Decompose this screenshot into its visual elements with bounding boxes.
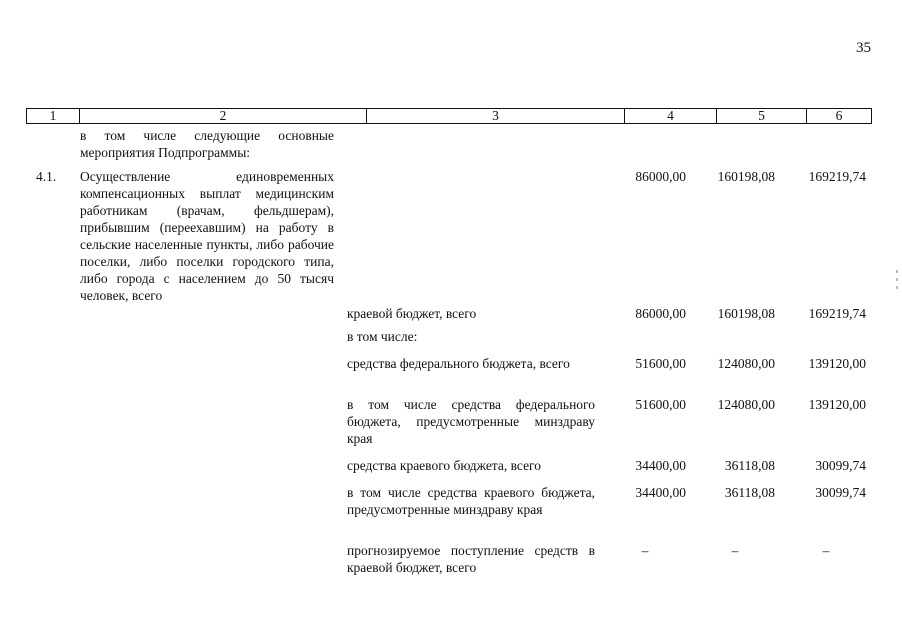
row-value-6: 139120,00 bbox=[808, 356, 866, 371]
row-value-5: 124080,00 bbox=[717, 356, 775, 371]
row-label: средства федерального бюджета, всего bbox=[347, 356, 570, 371]
table-header bbox=[26, 108, 872, 124]
row-value-6: 139120,00 bbox=[808, 397, 866, 412]
row-value-4: 51600,00 bbox=[635, 397, 686, 412]
row-label: краевой бюджет, всего bbox=[347, 306, 477, 321]
row-value-4: – bbox=[641, 543, 649, 558]
scan-mark bbox=[896, 270, 898, 273]
row-value-4: 34400,00 bbox=[635, 458, 686, 473]
row-label: в том числе средства краевого бюджета, предусмотренные минздраву края bbox=[347, 485, 595, 517]
row-label: средства краевого бюджета, всего bbox=[347, 458, 542, 473]
row-value-5: 36118,08 bbox=[724, 458, 775, 473]
header-cell-3: 3 bbox=[367, 109, 625, 123]
row-label: в том числе средства федерального бюджета, предусмотренные минздраву края bbox=[347, 397, 595, 446]
header-cell-1: 1 bbox=[27, 109, 80, 123]
row-value-4: 51600,00 bbox=[635, 356, 686, 371]
row-value-4: 34400,00 bbox=[635, 485, 686, 500]
item-description: Осуществление единовременных компенсационных выплат медицинским работникам (врачам, фельдшерам), прибывшим (переехавшим) на работу в сельские населенные пункты, либо рабочие поселки, либо поселки городского типа, либо города с населением до 50 тысяч человек, всего bbox=[80, 169, 334, 303]
item-number: 4.1. bbox=[36, 169, 57, 184]
header-cell-6: 6 bbox=[835, 108, 843, 123]
row-value-5: 124080,00 bbox=[717, 397, 775, 412]
row-value-4: 86000,00 bbox=[635, 306, 686, 321]
row-value-6: 30099,74 bbox=[815, 485, 866, 500]
row-value-6: 169219,74 bbox=[808, 306, 866, 321]
row-value-6: 30099,74 bbox=[815, 458, 866, 473]
header-cell-5: 5 bbox=[717, 109, 807, 123]
row-label: в том числе: bbox=[347, 329, 418, 344]
item-value-6: 169219,74 bbox=[808, 169, 866, 184]
scan-mark bbox=[896, 278, 898, 281]
item-value-4: 86000,00 bbox=[635, 169, 686, 184]
row-label: прогнозируемое поступление средств в краевой бюджет, всего bbox=[347, 543, 595, 575]
item-value-5: 160198,08 bbox=[717, 169, 775, 184]
row-value-6: – bbox=[822, 543, 830, 558]
row-value-5: 160198,08 bbox=[717, 306, 775, 321]
header-cell-2: 2 bbox=[80, 109, 367, 123]
scan-mark bbox=[896, 286, 898, 289]
row-value-5: – bbox=[731, 543, 739, 558]
intro-text: в том числе следующие основные мероприятия Подпрограммы: bbox=[80, 128, 334, 160]
page-number: 35 bbox=[856, 40, 871, 56]
header-cell-4: 4 bbox=[625, 109, 717, 123]
row-value-5: 36118,08 bbox=[724, 485, 775, 500]
